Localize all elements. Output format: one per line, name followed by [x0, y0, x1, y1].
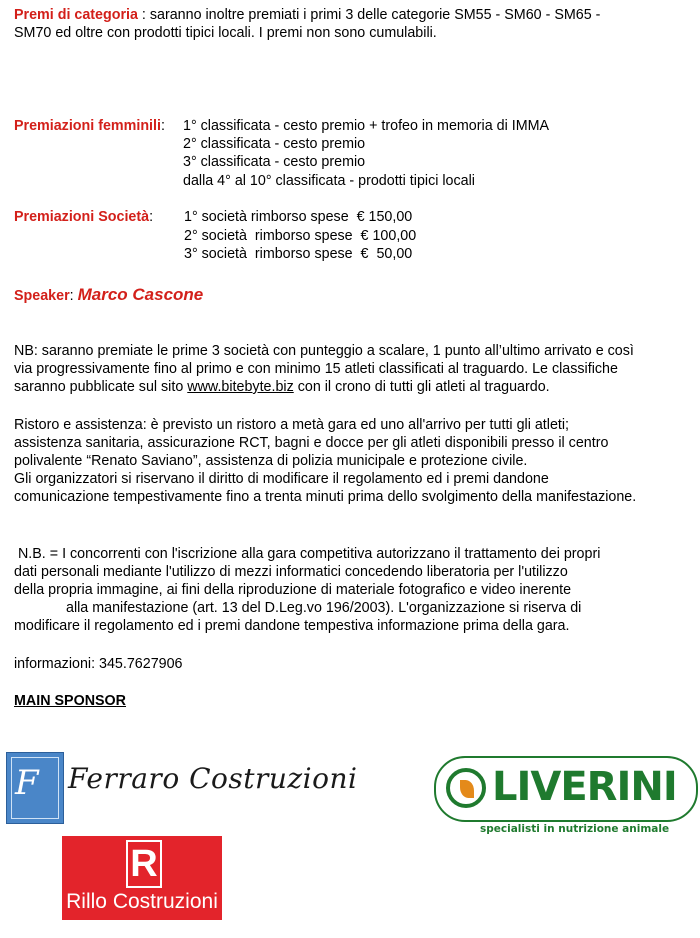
- nb-line: [14, 378, 550, 396]
- sponsor-heading: MAIN SPONSOR: [14, 693, 127, 709]
- ristoro-line: Ristoro e assistenza: è previsto un ristoro a metà gara ed uno all'arrivo per tutti gli atleti;: [14, 417, 570, 433]
- privacy-line: alla manifestazione (art. 13 del D.Leg.vo 196/2003). L'organizzazione si riserva di: [66, 600, 582, 616]
- societa-item: 1° società rimborso spese € 150,00: [184, 209, 413, 225]
- nb-line-post: con il crono di tutti gli atleti al traguardo.: [293, 379, 550, 395]
- premi-paragraph: [14, 6, 600, 24]
- speaker-colon: :: [69, 288, 78, 304]
- femminili-label: Premiazioni femminili: [14, 118, 161, 134]
- nb-line: via progressivamente fino al primo e con minimo 15 atleti classificati al traguardo. Le classifiche: [14, 361, 618, 377]
- privacy-line: della propria immagine, ai fini della riproduzione di materiale fotografico e video inerente: [14, 582, 572, 598]
- ferraro-logo-mark: [6, 752, 64, 824]
- societa-label: Premiazioni Società: [14, 209, 150, 225]
- societa-colon: :: [149, 209, 154, 225]
- rillo-wordmark: Rillo Costruzioni: [66, 890, 218, 913]
- premi-label: Premi di categoria: [14, 7, 138, 23]
- website-link[interactable]: www.bitebyte.biz: [187, 379, 294, 395]
- speaker-line: [14, 286, 203, 305]
- oliverini-wordmark: LIVERINI: [492, 764, 677, 810]
- speaker-name: Marco Cascone: [77, 285, 204, 304]
- oliverini-leaf-icon: [446, 768, 486, 808]
- ristoro-line: polivalente “Renato Saviano”, assistenza di polizia municipale e protezione civile.: [14, 453, 528, 469]
- societa-item: 2° società rimborso spese € 100,00: [184, 228, 417, 244]
- ferraro-monogram: F: [15, 763, 39, 803]
- ristoro-line: Gli organizzatori si riservano il diritto di modificare il regolamento ed i premi dandone: [14, 471, 549, 487]
- ristoro-line: comunicazione tempestivamente fino a trenta minuti prima dello svolgimento della manifestazione.: [14, 489, 637, 505]
- ferraro-logo-text: Ferraro Costruzioni: [68, 762, 358, 795]
- societa-heading: [14, 208, 153, 226]
- privacy-line: N.B. = I concorrenti con l'iscrizione alla gara competitiva autorizzano il trattamento dei propri: [14, 546, 601, 562]
- rillo-logo: [62, 836, 222, 920]
- info-phone: informazioni: 345.7627906: [14, 656, 183, 672]
- privacy-line: dati personali mediante l'utilizzo di mezzi informatici concedendo liberatoria per l'utilizzo: [14, 564, 568, 580]
- societa-item: 3° società rimborso spese € 50,00: [184, 246, 413, 262]
- oliverini-logo: [434, 756, 698, 822]
- oliverini-tagline: specialisti in nutrizione animale: [480, 823, 670, 835]
- nb-line: NB: saranno premiate le prime 3 società con punteggio a scalare, 1 punto all’ultimo arrivato e così: [14, 343, 634, 359]
- femminili-item: 2° classificata - cesto premio: [183, 136, 366, 152]
- premi-text-1: : saranno inoltre premiati i primi 3 delle categorie SM55 - SM60 - SM65 -: [137, 7, 601, 23]
- ristoro-line: assistenza sanitaria, assicurazione RCT, bagni e docce per gli atleti disponibili presso il centro: [14, 435, 609, 451]
- rillo-mark: R: [126, 840, 162, 888]
- femminili-heading: [14, 117, 165, 135]
- femminili-colon: :: [160, 118, 165, 134]
- femminili-item: 1° classificata - cesto premio + trofeo in memoria di IMMA: [183, 118, 550, 134]
- speaker-label: Speaker: [14, 288, 70, 304]
- femminili-item: 3° classificata - cesto premio: [183, 154, 366, 170]
- premi-text-2: SM70 ed oltre con prodotti tipici locali. I premi non sono cumulabili.: [14, 25, 437, 41]
- nb-line-pre: saranno pubblicate sul sito: [14, 379, 188, 395]
- privacy-line: modificare il regolamento ed i premi dandone tempestiva informazione prima della gara.: [14, 618, 570, 634]
- femminili-item: dalla 4° al 10° classificata - prodotti tipici locali: [183, 173, 475, 189]
